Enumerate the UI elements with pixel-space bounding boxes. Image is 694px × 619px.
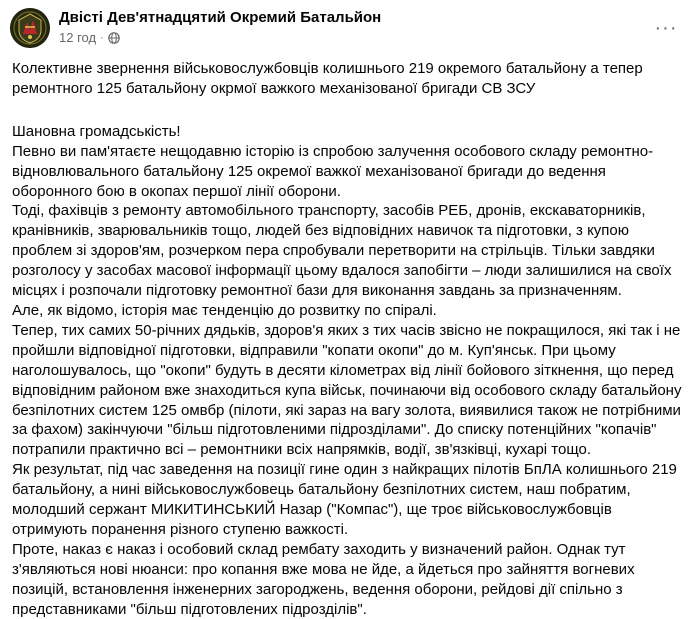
post-header	[10, 8, 686, 48]
post-paragraph: Як результат, під час заведення на позиції гине один з найкращих пілотів БпЛА колишнього 219 батальйону, а нині військовослужбовець батальйону безпілотних систем, наш побратим, молодший сержант МИКИТИНСЬКИЙ Назар ("Компас"), ще троє військовослужбовців отримують поранення різного ступеню важкості.	[12, 461, 677, 538]
unit-emblem-icon	[10, 8, 50, 48]
post-body	[12, 59, 684, 619]
page-avatar[interactable]	[10, 8, 50, 48]
post-paragraph: Проте, наказ є наказ і особовий склад рембату заходить у визначений район. Однак тут з'являються нові нюанси: про копання вже мова не йде, а йдеться про зайняття вогневих позицій, встановлення інженерних загороджень, ведення оборони, рейдові дії спільно з представниками "більш підготовлених підрозділів".	[12, 540, 635, 618]
post-timestamp[interactable]: 12 год	[59, 30, 97, 45]
post-paragraph: Шановна громадськість!	[12, 122, 181, 140]
more-options-button[interactable]	[648, 10, 684, 46]
post-meta	[59, 30, 120, 45]
meta-separator: ·	[100, 31, 104, 44]
post-paragraph: Тоді, фахівців з ремонту автомобільного транспорту, засобів РЕБ, дронів, екскаваторників, кранівників, зварювальників тощо, людей без відповідних навичок та підготовки, з купою проблем зі здоров'ям, розчерком пера спробували перетворити на стрільців. Тільки завдяки розголосу у засобах масової інформації цьому вдалося запобігти – люди залишилися на своїх місцях і розпочали підготовку ремонтної бази для виконання завдань за призначенням.	[12, 202, 672, 300]
page-name-link[interactable]: Двісті Дев'ятнадцятий Окремий Батальйон	[59, 9, 382, 26]
post-intro-paragraph: Колективне звернення військовослужбовців колишнього 219 окремого батальйону а тепер ремонтного 125 батальйону окрмої важкого механізованої бригади СВ ЗСУ	[12, 60, 643, 97]
more-options-icon: ···	[654, 16, 678, 39]
post-paragraph: Певно ви пам'ятаєте нещодавню історію із спробою залучення особового складу ремонтно-відновлювального батальйону 125 окремої важкої механізованої бригади до ведення оборонного бою в окопах першої лінії оборони.	[12, 142, 654, 200]
post-paragraph: Тепер, тих самих 50-річних дядьків, здоров'я яких з тих часів звісно не покращилося, які так і не пройшли відповідної підготовки, відправили "копати окопи" до м. Куп'янськ. При цьому наголошувалось, що "окопи" будуть в десяти кілометрах від лінії бойового зіткнення, що перед відповідним районом вже знаходиться купа військ, починаючи від особового складу батальйону безпілотних систем 125 омвбр (пілоти, які зараз на вагу золота, виявилися також не потрібними за фахом) закінчуючи "більш підготовленими підрозділами". До списку потенційних "копачів" потрапили практично всі – ремонтники всіх напрямків, водії, зв'язківці, кухарі тощо.	[12, 321, 682, 459]
globe-icon[interactable]	[108, 32, 120, 44]
post-paragraph: Але, як відомо, історія має тенденцію до розвитку по спіралі.	[12, 301, 437, 319]
